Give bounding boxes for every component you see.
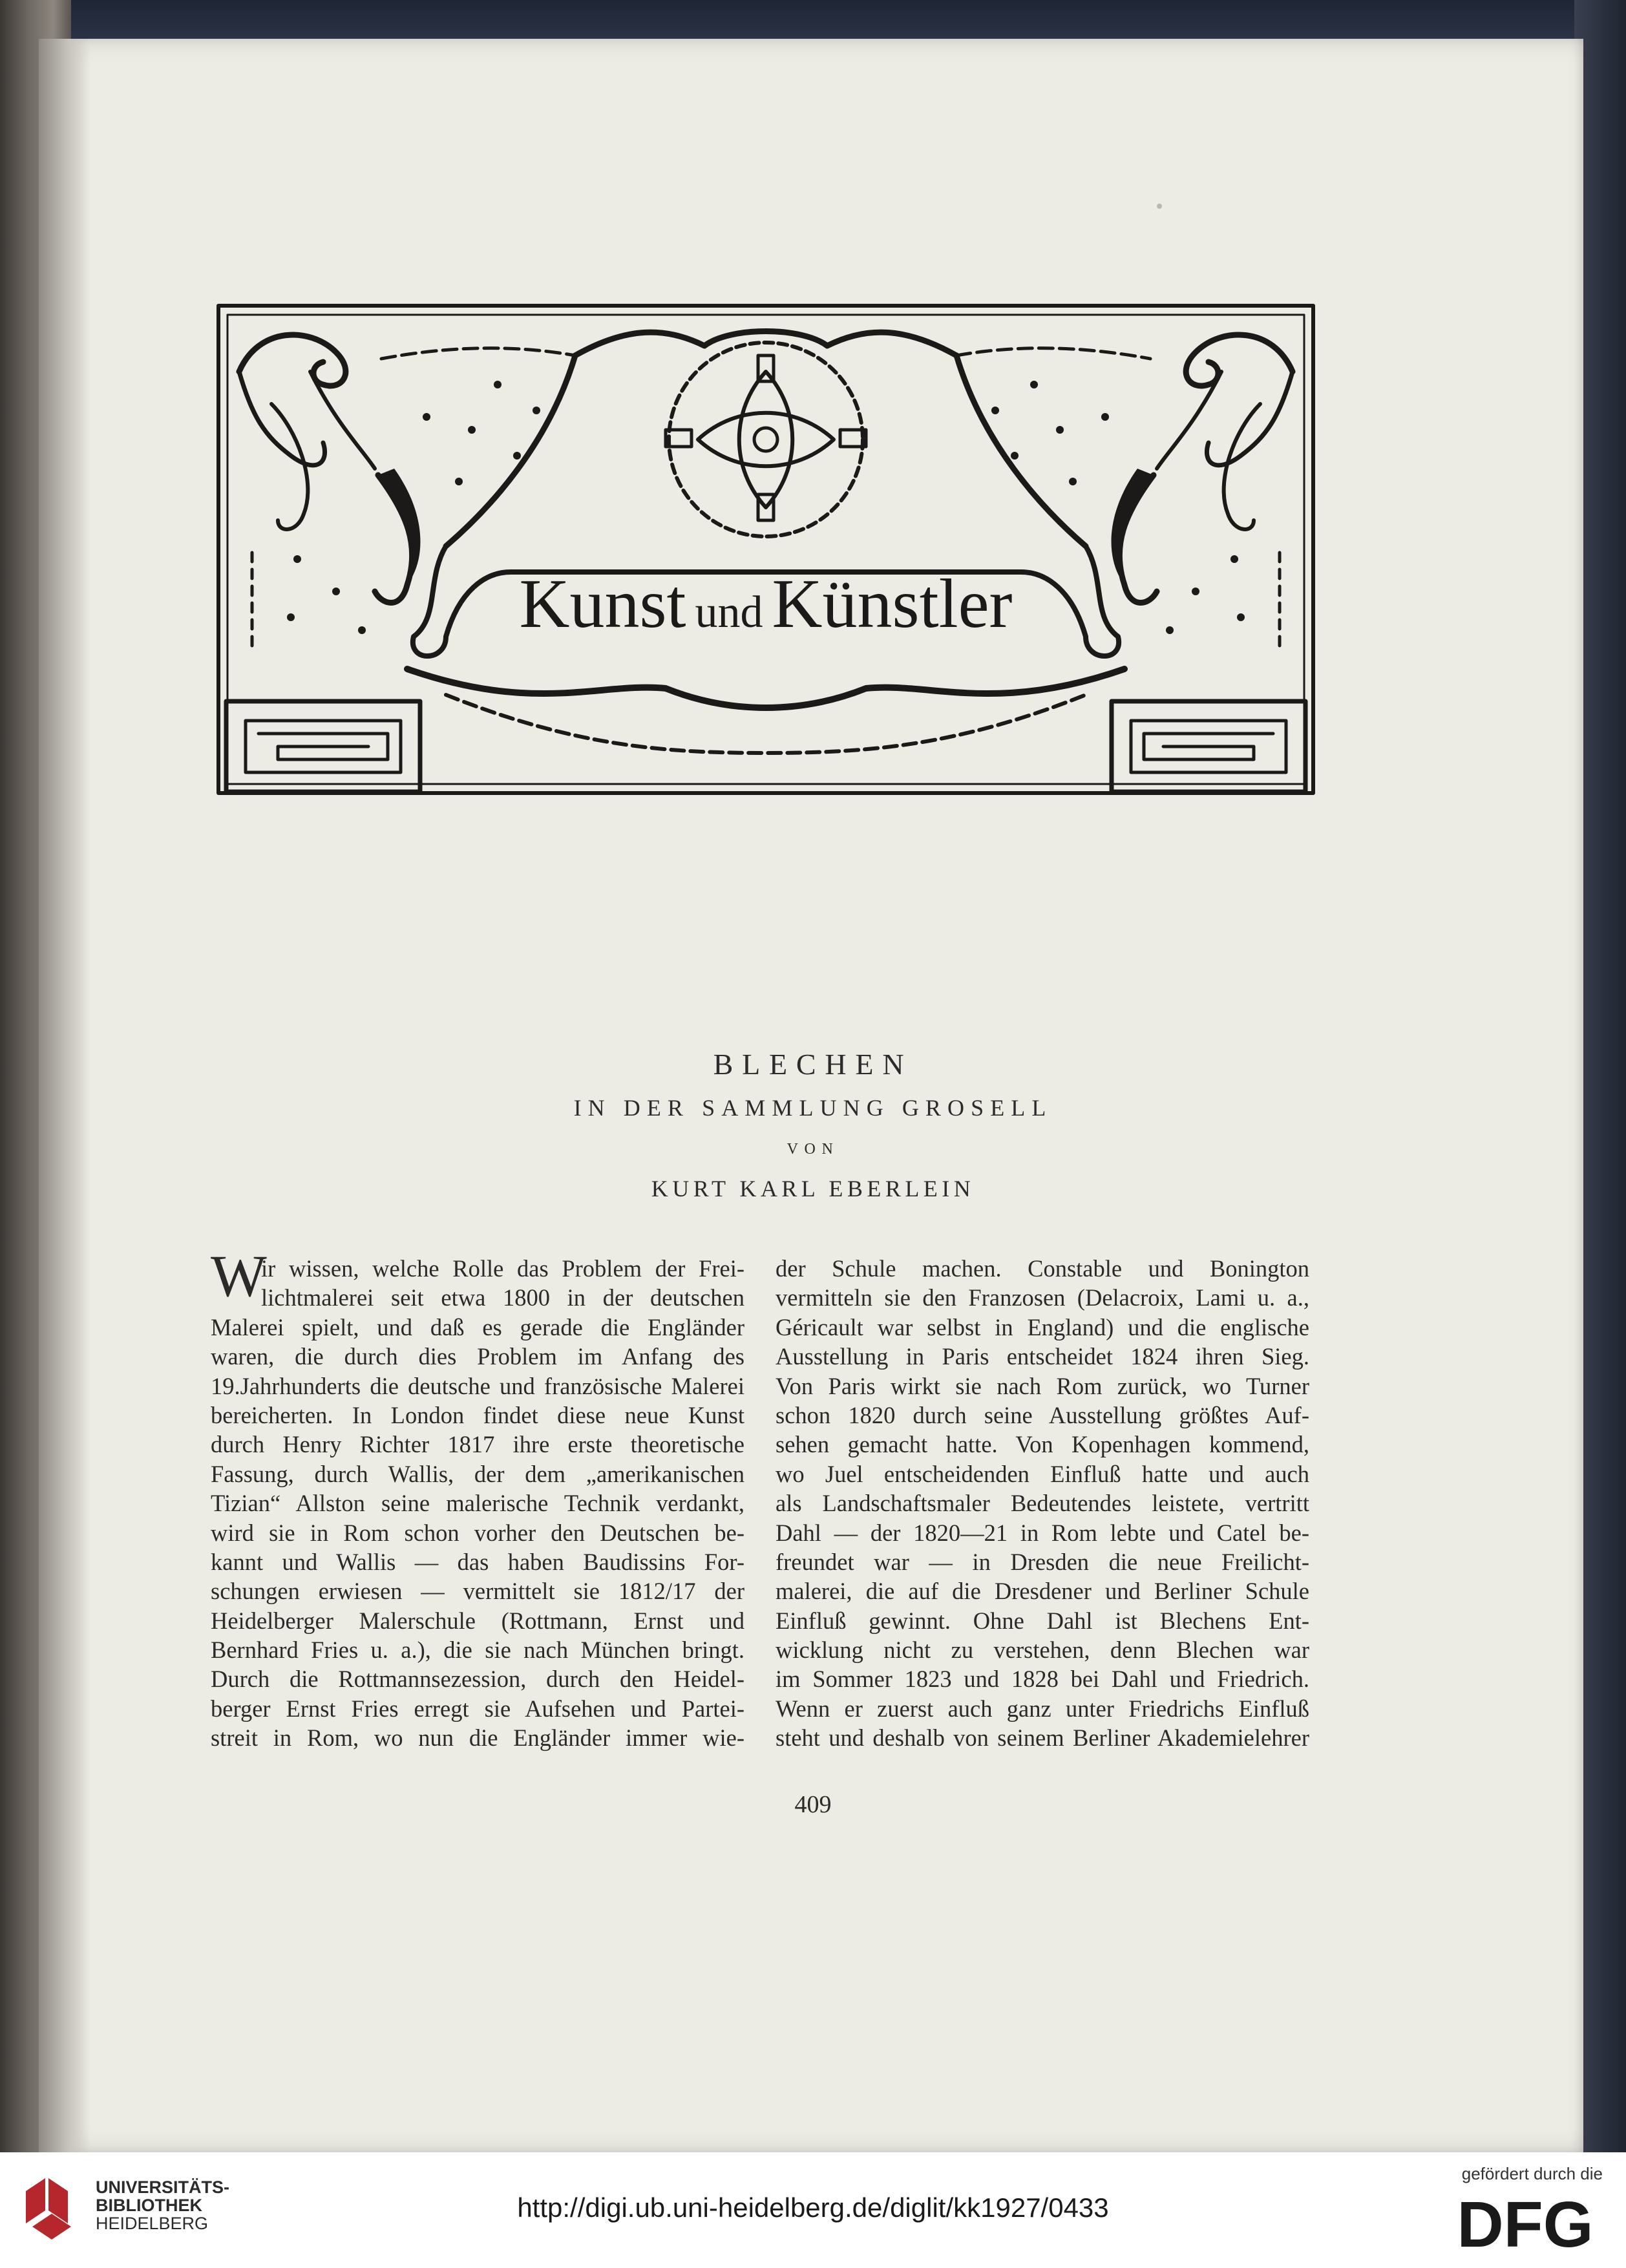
source-url-link[interactable]: http://digi.ub.uni-heidelberg.de/diglit/kk1927/0433 (517, 2192, 1109, 2223)
text-line: schon 1820 durch seine Ausstellung größtes Auf- (776, 1401, 1309, 1428)
library-name-line-1: UNIVERSITÄTS- (96, 2178, 230, 2197)
text-line: kannt und Wallis — das haben Baudissins For- (211, 1548, 744, 1575)
text-line: malerei, die auf die Dresdener und Berliner Schule (776, 1578, 1309, 1605)
article-title: BLECHEN (713, 1048, 913, 1081)
text-line: der Schule machen. Constable und Bonington (776, 1255, 1309, 1282)
text-line: berger Ernst Fries erregt sie Aufsehen und Partei- (211, 1695, 744, 1722)
page-number: 409 (794, 1791, 832, 1818)
text-line: 19.Jahrhunderts die deutsche und französische Malerei (211, 1372, 744, 1399)
ornament-title-word-3: Künstler (772, 566, 1013, 642)
svg-text:Kunst und Künstler (520, 566, 1013, 642)
dfg-logo-icon (1448, 2190, 1603, 2254)
text-column-left (211, 1254, 744, 1753)
text-line: lichtmalerei seit etwa 1800 in der deutschen (261, 1284, 744, 1311)
paper-speck (1157, 204, 1162, 209)
text-line: schungen erwiesen — vermittelt sie 1812/17 der (211, 1578, 744, 1605)
text-line: vermitteln sie den Franzosen (Delacroix, Lami u. a., (776, 1284, 1309, 1311)
text-line: Von Paris wirkt sie nach Rom zurück, wo Turner (776, 1372, 1309, 1399)
text-line: Bernhard Fries u. a.), die sie nach München bringt. (211, 1637, 744, 1664)
ornament-title-word-2: und (695, 588, 763, 637)
text-line: Wenn er zuerst auch ganz unter Friedrichs Einfluß (776, 1695, 1309, 1722)
footer-bar (0, 2152, 1626, 2268)
text-line: durch Henry Richter 1817 ihre erste theoretische (211, 1431, 744, 1458)
text-line: ir wissen, welche Rolle das Problem der Frei- (261, 1255, 744, 1282)
text-line: als Landschaftsmaler Bedeutendes leistete, vertritt (776, 1490, 1309, 1517)
text-line: freundet war — in Dresden die neue Freilicht- (776, 1548, 1309, 1575)
dfg-logo-text: DFG (1457, 2190, 1594, 2254)
text-column-right (776, 1254, 1309, 1753)
text-line: Géricault war selbst in England) und die englische (776, 1313, 1309, 1341)
text-line: wicklung nicht zu verstehen, denn Blechen war (776, 1637, 1309, 1664)
drop-cap: W (211, 1243, 267, 1309)
text-line: Malerei spielt, und daß es gerade die Engländer (211, 1313, 744, 1341)
text-line: steht und deshalb von seinem Berliner Akademielehrer (776, 1724, 1309, 1752)
text-line: Heidelberger Malerschule (Rottmann, Ernst und (211, 1607, 744, 1634)
text-line: wird sie in Rom schon vorher den Deutschen be- (211, 1519, 744, 1546)
text-line: streit in Rom, wo nun die Engländer immer wie- (211, 1724, 744, 1752)
funder-label: gefördert durch die (1461, 2164, 1603, 2183)
text-line: Dahl — der 1820—21 in Rom lebte und Catel be- (776, 1519, 1309, 1546)
text-line: wo Juel entscheidenden Einfluß hatte und auch (776, 1460, 1309, 1487)
article-subtitle: IN DER SAMMLUNG GROSELL (573, 1095, 1053, 1121)
library-name-line-3: HEIDELBERG (96, 2214, 209, 2233)
article-by-label: VON (787, 1141, 839, 1158)
text-line: Ausstellung in Paris entscheidet 1824 ihren Sieg. (776, 1343, 1309, 1370)
text-line: waren, die durch dies Problem im Anfang des (211, 1343, 744, 1370)
text-line: Durch die Rottmannsezession, durch den Heidel- (211, 1666, 744, 1693)
text-line: Einfluß gewinnt. Ohne Dahl ist Blechens Ent- (776, 1607, 1309, 1634)
ornament-title-word-1: Kunst (519, 566, 686, 642)
article-author: KURT KARL EBERLEIN (651, 1176, 975, 1202)
text-line: Fassung, durch Wallis, der dem „amerikanischen (211, 1460, 744, 1487)
text-line: sehen gemacht hatte. Von Kopenhagen kommend, (776, 1431, 1309, 1458)
text-line: im Sommer 1823 und 1828 bei Dahl und Friedrich. (776, 1666, 1309, 1693)
text-line: bereicherten. In London findet diese neue Kunst (211, 1401, 744, 1428)
library-name-line-2: BIBLIOTHEK (96, 2196, 202, 2215)
header-ornament-illustration (213, 301, 1318, 798)
text-line: Tizian“ Allston seine malerische Technik verdankt, (211, 1490, 744, 1517)
